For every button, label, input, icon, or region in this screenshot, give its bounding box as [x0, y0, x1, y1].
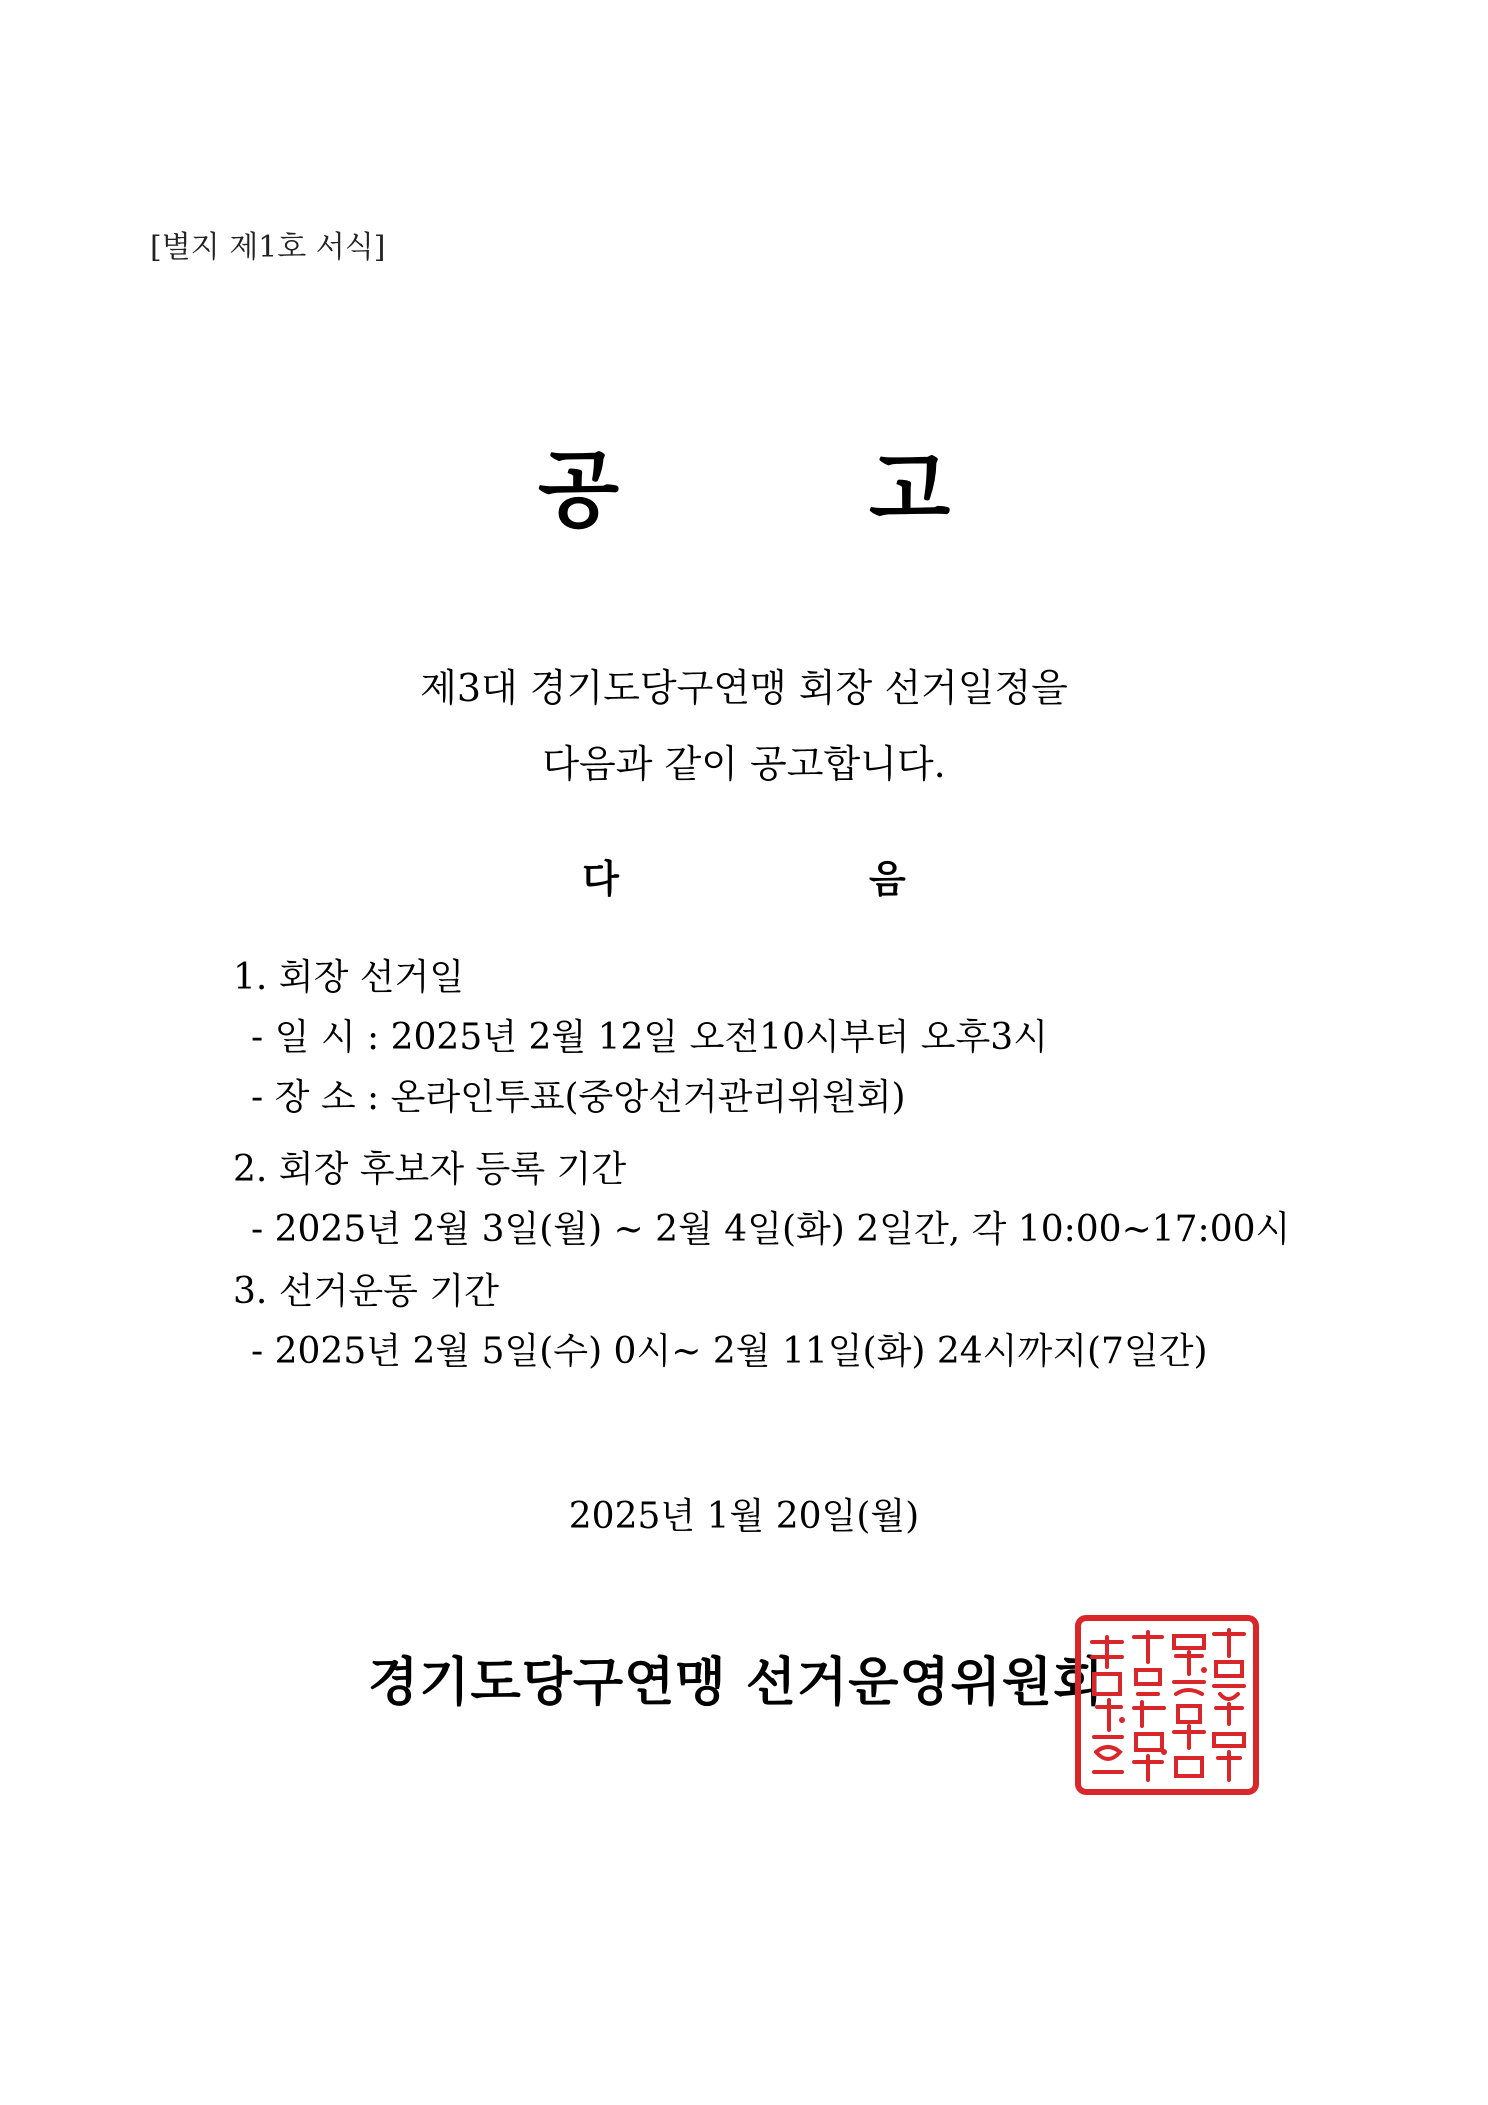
- section-title: 1. 회장 선거일: [233, 957, 465, 998]
- issuer-name: 경기도당구연맹 선거운영위원회: [368, 1652, 1105, 1713]
- title-char-2: 고: [869, 440, 951, 539]
- form-label: [별지 제1호 서식]: [150, 230, 386, 265]
- heading-char-2: 음: [869, 856, 906, 901]
- intro-text: [0, 650, 1488, 802]
- section-title: 3. 선거운동 기간: [233, 1271, 499, 1312]
- intro-line-1: 제3대 경기도당구연맹 회장 선거일정을: [420, 666, 1068, 710]
- registration-section: [233, 1140, 1290, 1260]
- election-date-section: [233, 948, 1048, 1128]
- list-item: - 장 소 : 온라인투표(중앙선거관리위원회): [251, 1077, 906, 1118]
- list-item: - 일 시 : 2025년 2월 12일 오전10시부터 오후3시: [251, 1017, 1048, 1058]
- page-title: [0, 440, 1488, 539]
- announcement-date: 2025년 1월 20일(월): [568, 1496, 920, 1537]
- list-item: - 2025년 2월 5일(수) 0시~ 2월 11일(화) 24시까지(7일간): [251, 1331, 1208, 1372]
- intro-line-2: 다음과 같이 공고합니다.: [542, 742, 946, 786]
- official-seal-stamp: [1072, 1612, 1262, 1798]
- section-title: 2. 회장 후보자 등록 기간: [233, 1149, 627, 1190]
- campaign-section: [233, 1262, 1208, 1382]
- title-char-1: 공: [537, 440, 619, 539]
- heading-char-1: 다: [582, 856, 619, 901]
- list-item: - 2025년 2월 3일(월) ~ 2월 4일(화) 2일간, 각 10:00~17:00시: [251, 1209, 1291, 1250]
- section-heading: [0, 848, 1488, 903]
